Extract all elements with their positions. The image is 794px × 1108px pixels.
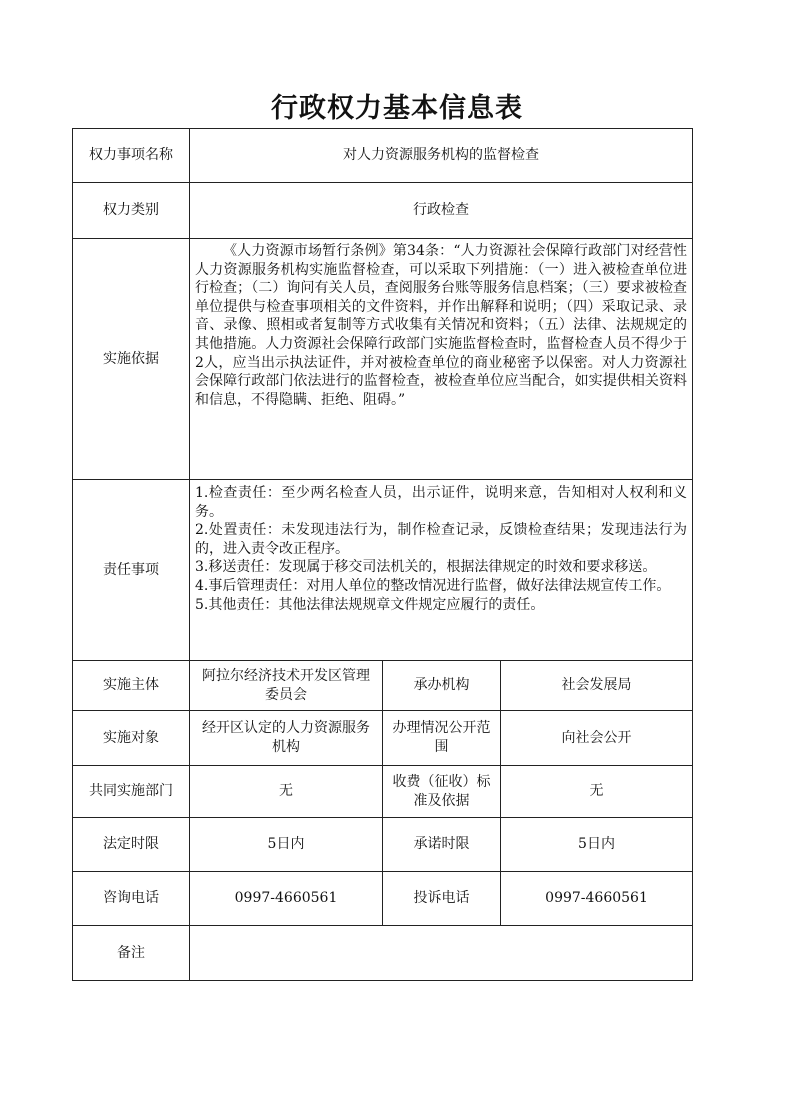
value-handling-agency: 社会发展局 [501, 661, 693, 711]
label-remark: 备注 [73, 926, 190, 981]
label-fee-standard: 收费（征收）标准及依据 [383, 766, 501, 818]
duty-item: 4.事后管理责任：对用人单位的整改情况进行监督，做好法律法规宣传工作。 [195, 577, 671, 594]
duty-item: 2.处置责任：未发现违法行为，制作检查记录，反馈检查结果；发现违法行为的，进入责令改正程序。 [195, 522, 688, 557]
row-target [73, 711, 693, 766]
value-name: 对人力资源服务机构的监督检查 [190, 129, 693, 183]
info-table [72, 128, 693, 981]
label-promised-time: 承诺时限 [383, 818, 501, 872]
duty-item: 5.其他责任：其他法律法规规章文件规定应履行的责任。 [195, 596, 545, 613]
value-disclosure-scope: 向社会公开 [501, 711, 693, 766]
label-name: 权力事项名称 [73, 129, 190, 183]
value-joint-dept: 无 [190, 766, 383, 818]
label-complaint-phone: 投诉电话 [383, 872, 501, 926]
value-promised-time: 5日内 [501, 818, 693, 872]
label-handling-agency: 承办机构 [383, 661, 501, 711]
value-category: 行政检查 [190, 183, 693, 239]
label-subject: 实施主体 [73, 661, 190, 711]
value-complaint-phone: 0997-4660561 [501, 872, 693, 926]
value-duties [190, 480, 693, 661]
row-duties [73, 480, 693, 661]
row-category [73, 183, 693, 239]
page-title: 行政权力基本信息表 [271, 93, 523, 124]
row-name [73, 129, 693, 183]
row-subject [73, 661, 693, 711]
label-consult-phone: 咨询电话 [73, 872, 190, 926]
value-fee-standard: 无 [501, 766, 693, 818]
value-basis: 《人力资源市场暂行条例》第34条：“人力资源社会保障行政部门对经营性人力资源服务机构实施监督检查，可以采取下列措施：（一）进入被检查单位进行检查；（二）询问有关人员，查阅服务台账等服务信息档案；（三）要求被检查单位提供与检查事项相关的文件资料，并作出解释和说明；（四）采取记录、录音、录像、照相或者复制等方式收集有关情况和资料；（五）法律、法规规定的其他措施。人力资源社会保障行政部门实施监督检查时，监督检查人员不得少于2人，应当出示执法证件，并对被检查单位的商业秘密予以保密。对人力资源社会保障行政部门依法进行的监督检查，被检查单位应当配合，如实提供相关资料和信息，不得隐瞒、拒绝、阻碍。” [195, 243, 688, 408]
label-joint-dept: 共同实施部门 [73, 766, 190, 818]
value-target: 经开区认定的人力资源服务机构 [190, 711, 383, 766]
row-basis [73, 239, 693, 480]
label-legal-time: 法定时限 [73, 818, 190, 872]
value-consult-phone: 0997-4660561 [190, 872, 383, 926]
row-joint [73, 766, 693, 818]
value-subject: 阿拉尔经济技术开发区管理委员会 [190, 661, 383, 711]
row-time [73, 818, 693, 872]
label-duties: 责任事项 [73, 480, 190, 661]
label-target: 实施对象 [73, 711, 190, 766]
label-category: 权力类别 [73, 183, 190, 239]
value-basis-cell [190, 239, 693, 480]
value-remark [190, 926, 693, 981]
row-remark [73, 926, 693, 981]
label-basis: 实施依据 [73, 239, 190, 480]
duty-item: 1.检查责任：至少两名检查人员，出示证件，说明来意，告知相对人权利和义务。 [195, 485, 688, 520]
value-legal-time: 5日内 [190, 818, 383, 872]
label-disclosure-scope: 办理情况公开范围 [383, 711, 501, 766]
duty-item: 3.移送责任：发现属于移交司法机关的，根据法律规定的时效和要求移送。 [195, 559, 657, 576]
row-phone [73, 872, 693, 926]
